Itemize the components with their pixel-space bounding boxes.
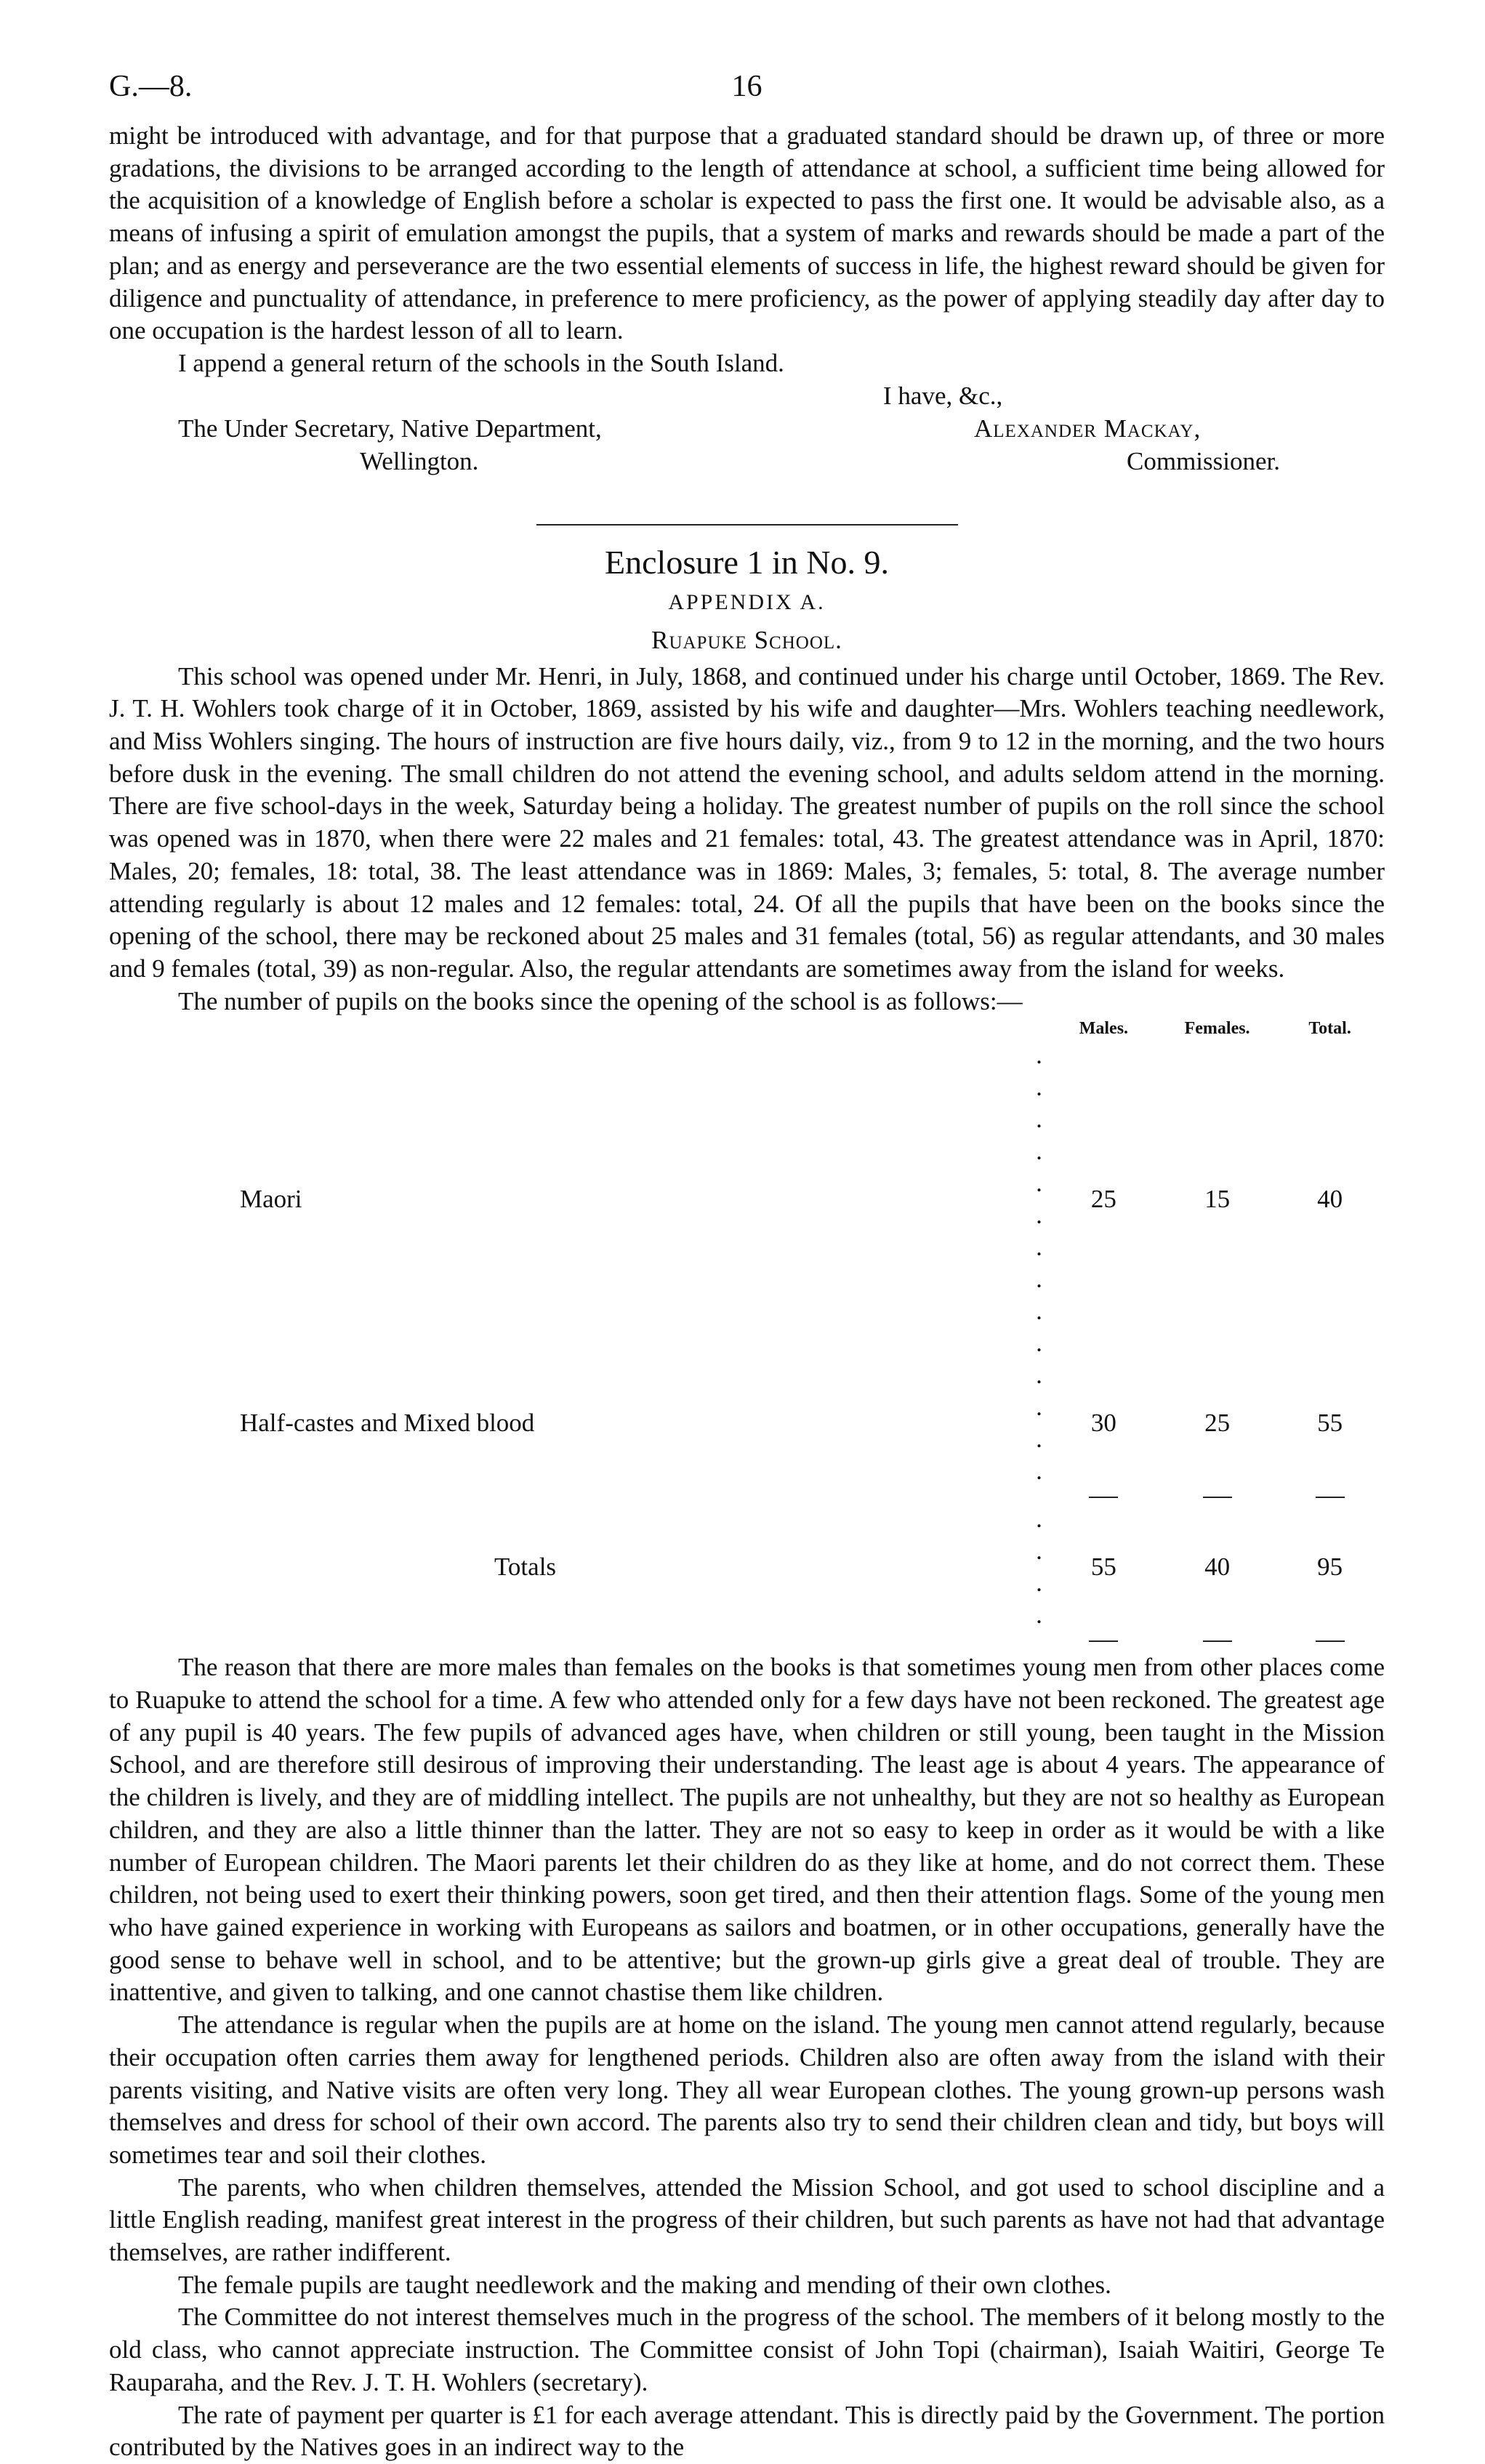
cell-females: 15 (1204, 1185, 1231, 1214)
cell-males: 30 (1090, 1409, 1116, 1438)
enclosure-heading: Enclosure 1 in No. 9. (605, 543, 889, 581)
section-divider (536, 524, 958, 526)
cell-females: 25 (1204, 1409, 1231, 1438)
leader-dots: . . . . . . . . . . (1036, 1041, 1048, 1358)
cell-total: 55 (1317, 1409, 1343, 1438)
table-totals-row (109, 1503, 1385, 1631)
leader-dots: . . . . (1036, 1505, 1048, 1630)
total-males: 55 (1090, 1553, 1116, 1582)
document-page (109, 69, 1385, 2464)
leader-dots: . . . . (1036, 1361, 1048, 1486)
paragraph-intro: might be introduced with advantage, and for that purpose that a graduated standard should be drawn up, of three or more gradations, the divisions to be arranged according to the length of attendance at school, a sufficient time being allowed for the acquisition of a knowledge of English before a scholar is expected to pass the first one. It would be advisable also, as a means of infusing a spirit of emulation amongst the pupils, that a system of marks and rewards should be made a part of the plan; and as energy and perseverance are the two essential elements of success in life, the highest reward should be given for diligence and punctuality of attendance, in preference to mere proficiency, as the power of applying steadily day after day to one occupation is the hardest lesson of all to learn. (109, 121, 1385, 345)
addressee-place: Wellington. (360, 446, 479, 475)
header-total: Total. (1308, 1018, 1351, 1038)
appendix-heading: APPENDIX A. (668, 589, 826, 614)
paragraph-6: The Committee do not interest themselves much in the progress of the school. The members of it belong mostly to the old class, who cannot appreciate instruction. The Committee consist of John Topi (chairman), Isaiah Waitiri, George Te Rauparaha, and the Rev. J. T. H. Wohlers (secretary). (109, 2303, 1385, 2396)
row-label: Half-castes and Mixed blood (240, 1409, 535, 1438)
paragraph-2: The reason that there are more males than females on the books is that sometimes young men from other places come to Ruapuke to attend the school for a time. A few who attended only for a few days have not been reckoned. The greatest age of any pupil is 40 years. The few pupils of advanced ages have, when children or still young, been taught in the Mission School, and are therefore still desirous of improving their understanding. The least age is about 4 years. The appearance of the children is lively, and they are of middling intellect. The pupils are not unhealthy, but they are not so healthy as European children, and they are also a little thinner than the latter. They are not so easy to keep in order as it would be with a like number of European children. The Maori parents let their children do as they like at home, and do not correct them. These children, not being used to exert their thinking powers, soon get tired, and then their attention flags. Some of the young men who have gained experience in working with Europeans as sailors and boatmen, or in other occupations, generally have the good sense to behave well in school, and to be attentive; but the grown-up girls give a great deal of trouble. They are inattentive, and given to talking, and one cannot chastise them like children. (109, 1653, 1385, 2007)
pupils-table (109, 1018, 1385, 1647)
header-males: Males. (1079, 1018, 1129, 1038)
table-sum-rule (109, 1487, 1385, 1503)
paragraph-5: The female pupils are taught needlework and the making and mending of their own clothes. (178, 2270, 1111, 2299)
cell-males: 25 (1090, 1185, 1116, 1214)
page-number: 16 (731, 70, 762, 103)
table-end-rule (109, 1631, 1385, 1647)
closing-have: I have, &c., (883, 381, 1003, 410)
total-females: 40 (1204, 1553, 1231, 1582)
paragraph-4: The parents, who when children themselves, attended the Mission School, and got used to school discipline and a little English reading, manifest great interest in the progress of their children, but such parents as have not had that advantage themselves, are rather indifferent. (109, 2173, 1385, 2267)
header-females: Females. (1184, 1018, 1250, 1038)
table-row (109, 1039, 1385, 1359)
paragraph-append: I append a general return of the schools in the South Island. (178, 348, 784, 377)
total-all: 95 (1317, 1553, 1343, 1582)
page-header (109, 69, 1385, 120)
cell-total: 40 (1317, 1185, 1343, 1214)
document-reference: G.—8. (109, 70, 193, 103)
letter-closing (109, 380, 1385, 511)
totals-label: Totals (494, 1553, 557, 1582)
school-heading: Ruapuke School. (651, 625, 842, 654)
signer-name: Alexander Mackay, (974, 414, 1202, 443)
paragraph-3: The attendance is regular when the pupils are at home on the island. The young men cannot attend regularly, because their occupation often carries them away for lengthened periods. Children also are often away from the island with their parents visiting, and Native visits are often very long. They all wear European clothes. The young grown-up persons wash themselves and dress for school of their own accord. The parents also try to send their children clean and tidy, but boys will sometimes tear and soil their clothes. (109, 2010, 1385, 2169)
signer-title: Commissioner. (1127, 446, 1280, 475)
paragraph-7: The rate of payment per quarter is £1 for each average attendant. This is directly paid by the Government. The portion contributed by the Natives goes in an indirect way to the (109, 2400, 1385, 2462)
table-intro: The number of pupils on the books since the opening of the school is as follows:— (178, 986, 1023, 1015)
addressee: The Under Secretary, Native Department, (178, 414, 602, 443)
table-header-row (109, 1018, 1385, 1039)
table-row (109, 1359, 1385, 1487)
row-label: Maori (240, 1185, 302, 1214)
paragraph-1: This school was opened under Mr. Henri, in July, 1868, and continued under his charge until October, 1869. The Rev. J. T. H. Wohlers took charge of it in October, 1869, assisted by his wife and daughter—Mrs. Wohlers teaching needlework, and Miss Wohlers singing. The hours of instruction are five hours daily, viz., from 9 to 12 in the morning, and the two hours before dusk in the evening. The small children do not attend the evening school, and adults seldom attend in the morning. There are five school-days in the week, Saturday being a holiday. The greatest number of pupils on the roll since the school was opened was in 1870, when there were 22 males and 21 females: total, 43. The greatest attendance was in April, 1870: Males, 20; females, 18: total, 38. The least attendance was in 1869: Males, 3; females, 5: total, 8. The average number attending regularly is about 12 males and 12 females: total, 24. Of all the pupils that have been on the books since the opening of the school, there may be reckoned about 25 males and 31 females (total, 56) as regular attendants, and 30 males and 9 females (total, 39) as non-regular. Also, the regular attendants are sometimes away from the island for weeks. (109, 661, 1385, 983)
